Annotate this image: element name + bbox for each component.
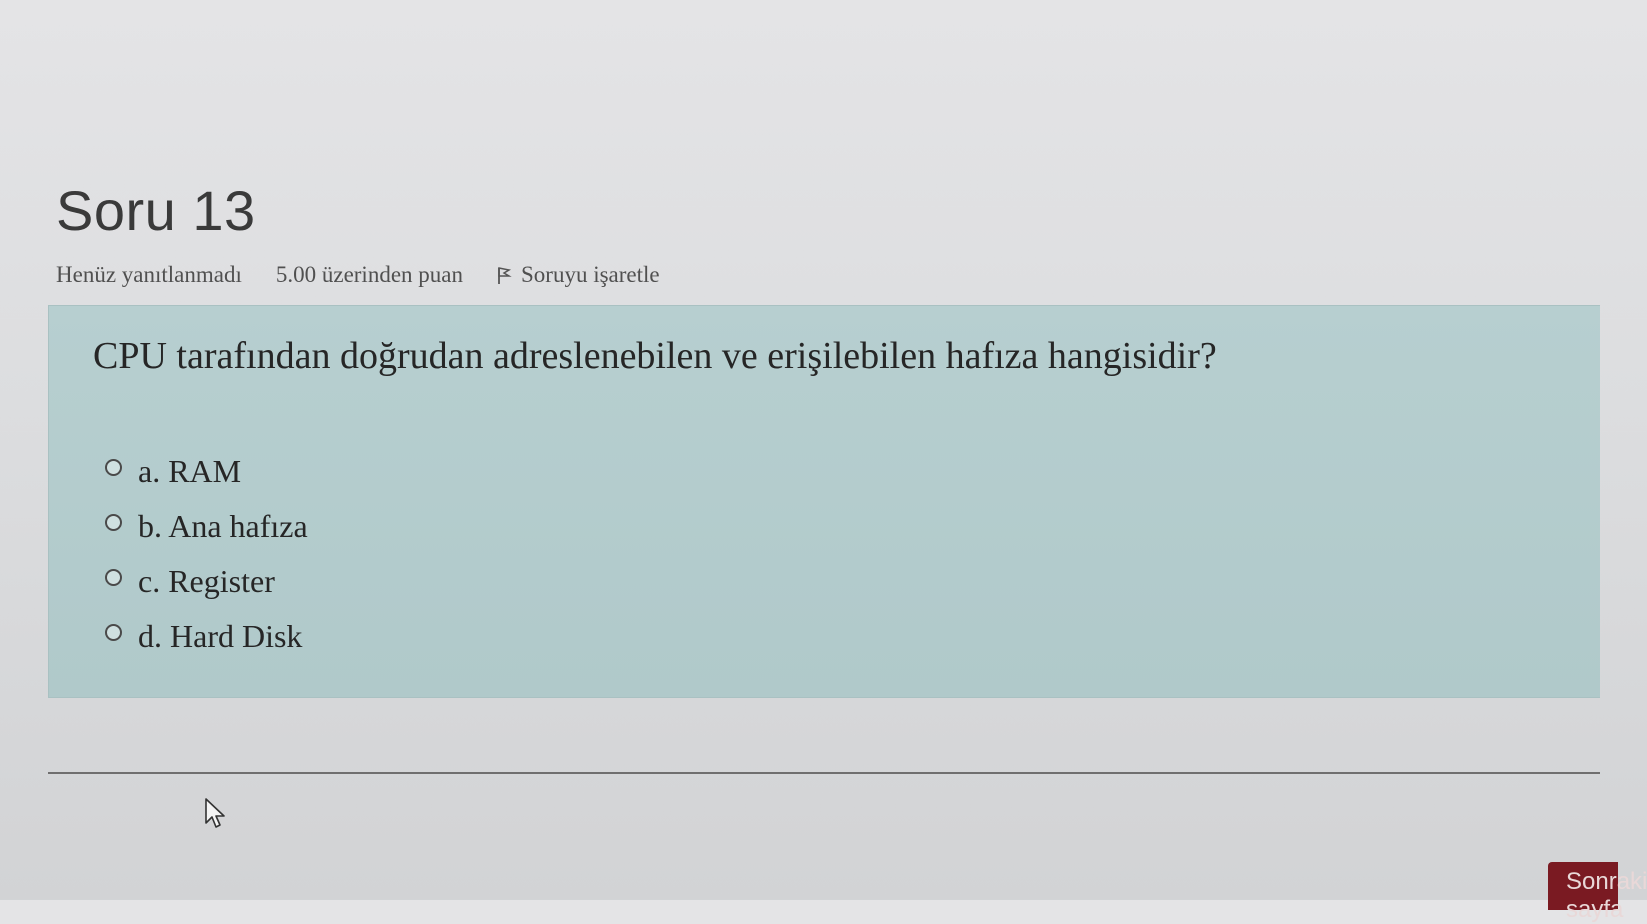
page-title: Soru 13 [56, 179, 256, 242]
radio-button-a[interactable] [105, 459, 122, 476]
flag-question-link[interactable] [497, 262, 660, 288]
radio-button-d[interactable] [105, 624, 122, 641]
answer-list [105, 444, 308, 664]
section-divider [48, 772, 1600, 774]
answer-label-d: d. Hard Disk [138, 618, 303, 654]
radio-button-b[interactable] [105, 514, 122, 531]
answer-option-b[interactable] [105, 499, 308, 554]
answer-status: Henüz yanıtlanmadı [56, 262, 242, 287]
answer-option-c[interactable] [105, 554, 308, 609]
flag-icon [497, 265, 511, 285]
answer-label-b: b. Ana hafıza [138, 508, 308, 544]
radio-button-c[interactable] [105, 569, 122, 586]
answer-label-a: a. RAM [138, 453, 242, 489]
flag-question-label: Soruyu işaretle [521, 262, 660, 287]
next-page-button[interactable]: Sonraki sayfa [1548, 862, 1618, 910]
question-points: 5.00 üzerinden puan [275, 262, 463, 287]
mouse-pointer-icon [204, 797, 226, 831]
question-text: CPU tarafından doğrudan adreslenebilen ve erişilebilen hafıza hangisidir? [93, 335, 1217, 377]
question-info-bar [56, 262, 660, 288]
answer-option-a[interactable] [105, 444, 308, 499]
question-panel [48, 305, 1600, 698]
answer-option-d[interactable] [105, 609, 308, 664]
answer-label-c: c. Register [138, 563, 275, 599]
